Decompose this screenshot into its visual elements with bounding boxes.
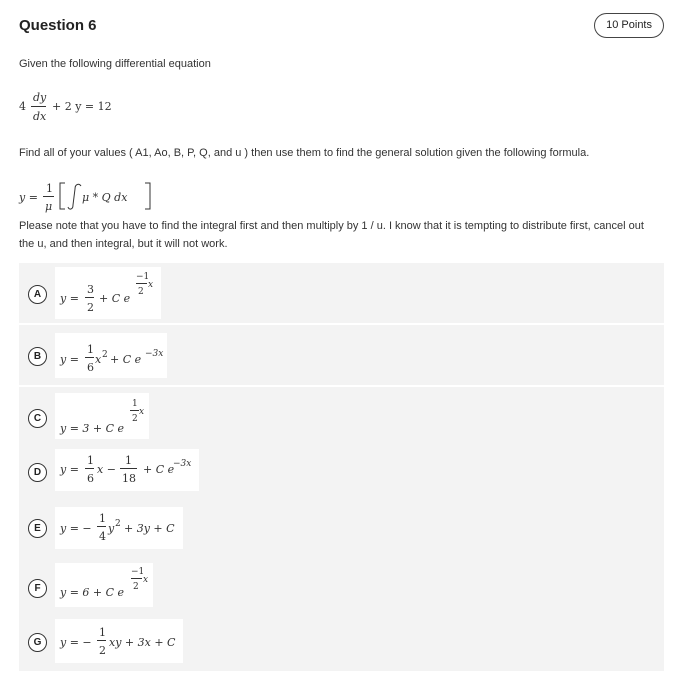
option-d-math: y = 1 6 x − 1 18 + C e −3x xyxy=(55,449,199,491)
question-prompt: Given the following differential equation xyxy=(19,58,211,70)
option-f[interactable] xyxy=(19,557,664,617)
option-d[interactable] xyxy=(19,441,664,501)
note-line-2: the u, and then integral, but it will not work. xyxy=(19,238,228,250)
option-b-math: y = 1 6 x 2 + C e −3x xyxy=(55,333,167,378)
formula-den: μ xyxy=(45,200,53,213)
formula-num: 1 xyxy=(46,182,53,195)
integral-sign-icon xyxy=(68,184,81,209)
option-g[interactable] xyxy=(19,611,664,671)
points-badge: 10 Points xyxy=(594,13,664,38)
option-a-math: y = 3 2 + C e −1 2 x xyxy=(55,267,161,319)
option-e-radio[interactable]: E xyxy=(28,519,47,538)
question-title: Question 6 xyxy=(19,17,97,34)
option-d-radio[interactable]: D xyxy=(28,463,47,482)
option-g-math: y = − 1 2 xy + 3x + C xyxy=(55,619,183,663)
option-b[interactable] xyxy=(19,325,664,385)
eq-denominator: dx xyxy=(33,110,47,123)
option-c[interactable] xyxy=(19,387,664,447)
formula-lhs: y = xyxy=(19,191,38,204)
option-b-radio[interactable]: B xyxy=(28,347,47,366)
option-f-radio[interactable]: F xyxy=(28,579,47,598)
option-f-math: y = 6 + C e −1 2 x xyxy=(55,563,153,607)
question-header xyxy=(19,16,664,38)
eq-fraction-bar xyxy=(31,106,46,107)
option-e-math: y = − 1 4 y 2 + 3y + C xyxy=(55,507,183,549)
option-a[interactable] xyxy=(19,263,664,323)
option-g-radio[interactable]: G xyxy=(28,633,47,652)
eq-coefficient: 4 xyxy=(19,100,26,113)
eq-numerator: dy xyxy=(33,91,47,104)
option-c-radio[interactable]: C xyxy=(28,409,47,428)
option-e[interactable] xyxy=(19,497,664,557)
note-line-1: Please note that you have to find the integral first and then multiply by 1 / u. I know that it is tempting to distribute first, cancel out xyxy=(19,220,644,232)
instruction-text: Find all of your values ( A1, Ao, B, P, Q, and u ) then use them to find the general solution given the following formula. xyxy=(19,147,590,159)
formula-fraction-bar xyxy=(43,196,54,197)
formula-body: μ * Q dx xyxy=(82,191,128,204)
eq-rest: + 2 y = 12 xyxy=(52,100,112,113)
option-c-math: y = 3 + C e 1 2 x xyxy=(55,393,149,439)
option-a-radio[interactable]: A xyxy=(28,285,47,304)
